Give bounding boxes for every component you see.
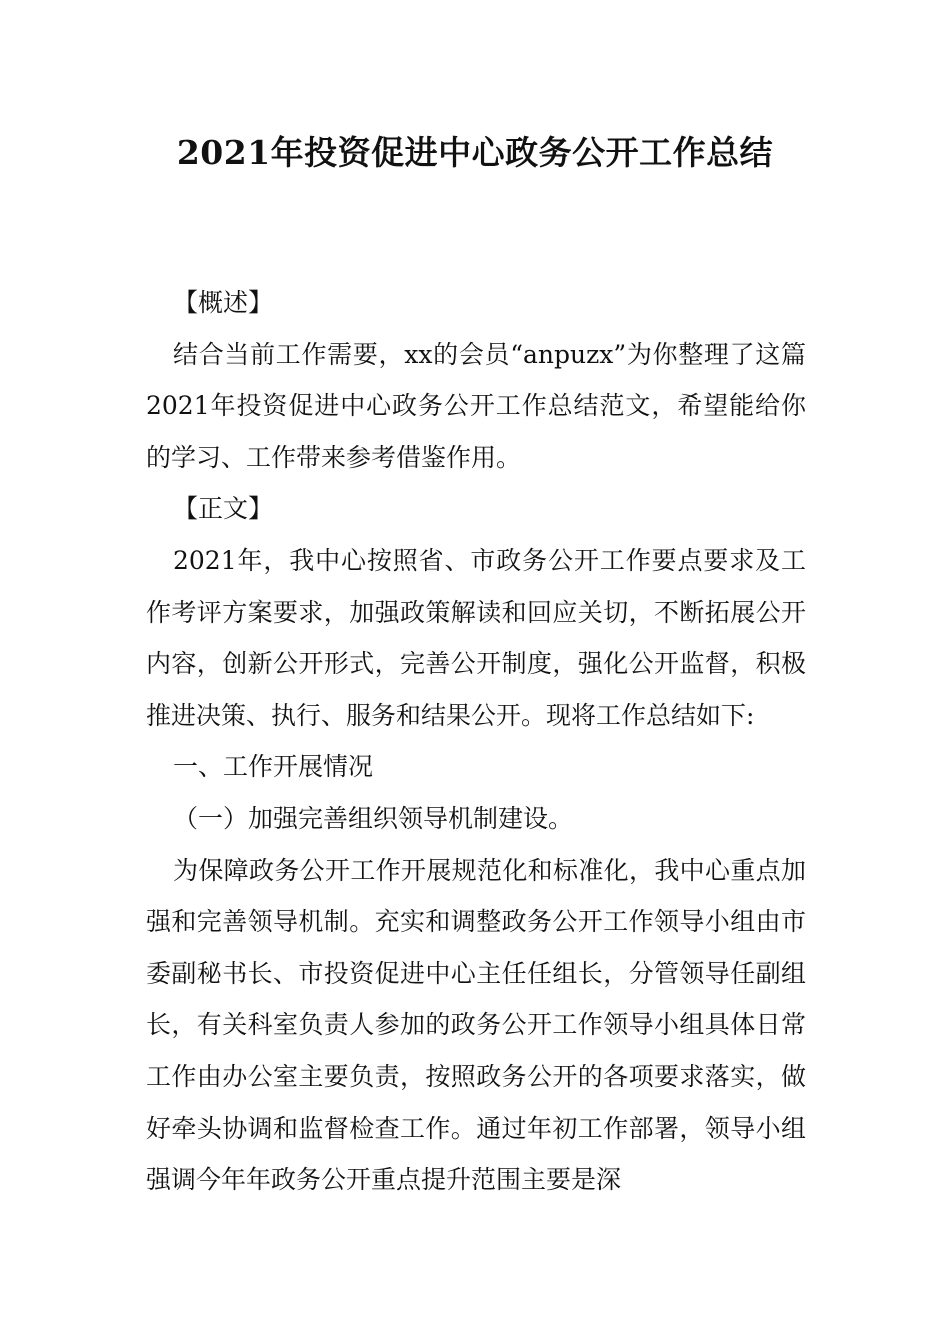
document-body <box>146 277 806 1206</box>
subheading-leadership-mechanism: （一）加强完善组织领导机制建设。 <box>173 803 574 833</box>
intro-paragraph: 2021年，我中心按照省、市政务公开工作要点要求及工作考评方案要求，加强政策解读和回应关切，不断拓展公开内容，创新公开形式，完善公开制度，强化公开监督，积极推进决策、执行、服务和结果公开。现将工作总结如下: <box>146 545 806 730</box>
leadership-paragraph: 为保障政务公开工作开展规范化和标准化，我中心重点加强和完善领导机制。充实和调整政务公开工作领导小组由市委副秘书长、市投资促进中心主任任组长，分管领导任副组长，有关科室负责人参加的政务公开工作领导小组具体日常工作由办公室主要负责，按照政务公开的各项要求落实，做好牵头协调和监督检查工作。通过年初工作部署，领导小组强调今年年政务公开重点提升范围主要是深 <box>146 855 806 1195</box>
heading-work-status: 一、工作开展情况 <box>173 752 374 782</box>
section-heading-main-text: 【正文】 <box>173 494 274 524</box>
overview-paragraph: 结合当前工作需要，xx的会员“anpuzx”为你整理了这篇2021年投资促进中心政务公开工作总结范文，希望能给你的学习、工作带来参考借鉴作用。 <box>146 339 806 472</box>
section-heading-overview: 【概述】 <box>173 288 274 317</box>
document-title: 2021年投资促进中心政务公开工作总结 <box>176 133 774 172</box>
